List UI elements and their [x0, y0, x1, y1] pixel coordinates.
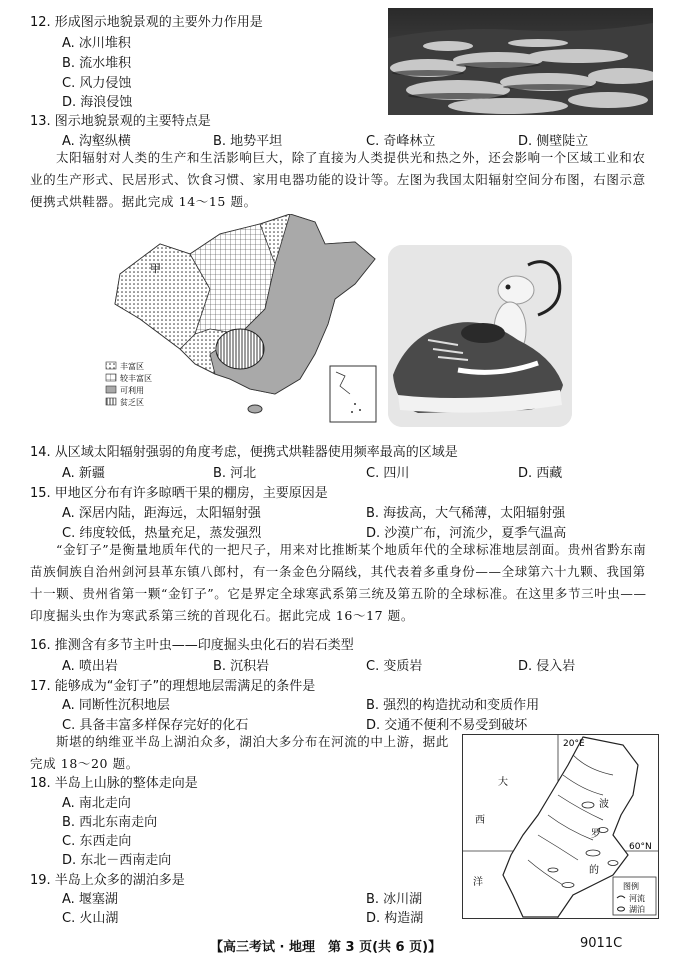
map-label-luo: 罗 — [591, 829, 601, 840]
q15-option-a: A. 深居内陆，距海远，太阳辐射强 — [62, 506, 261, 521]
passage-solar-radiation: 太阳辐射对人类的生产和生活影响巨大，除了直接为人类提供光和热之外，还会影响一个区域工业和农业的生产形式、民居形式、饮食习惯、家用电器功能的设计等。左图为我国太阳辐射空间分布图，右图示意便携式烘鞋器。据此完成 14～15 题。 — [30, 150, 646, 209]
q16-option-c: C. 变质岩 — [366, 659, 423, 674]
q15-option-c: C. 纬度较低，热量充足，蒸发强烈 — [62, 526, 262, 541]
q18-option-c: C. 东西走向 — [62, 834, 132, 849]
footer-page-title: 【高三考试 · 地理 第 3 页(共 6 页)】 — [210, 940, 442, 955]
map-label-de: 的 — [589, 865, 599, 876]
china-solar-map — [100, 214, 380, 426]
legend-river: 河流 — [629, 894, 645, 903]
question-13-stem: 13. 图示地貌景观的主要特点是 — [30, 114, 211, 129]
question-19-stem: 19. 半岛上众多的湖泊多是 — [30, 873, 185, 888]
q12-option-a: A. 冰川堆积 — [62, 36, 131, 51]
q14-option-b: B. 河北 — [213, 466, 257, 481]
q13-option-b: B. 地势平坦 — [213, 134, 283, 149]
shoe-dryer-photo — [388, 245, 572, 427]
question-15-stem: 15. 甲地区分布有许多晾晒干果的棚房，主要原因是 — [30, 486, 328, 501]
q19-option-a: A. 堰塞湖 — [62, 892, 118, 907]
q17-option-c: C. 具备丰富多样保存完好的化石 — [62, 718, 249, 733]
q17-option-d: D. 交通不便利不易受到破坏 — [366, 718, 528, 733]
latitude-label: 60°N — [629, 842, 652, 852]
q12-option-b: B. 流水堆积 — [62, 56, 132, 71]
map-label-yang: 洋 — [473, 877, 483, 888]
passage-golden-spike: “金钉子”是衡量地质年代的一把尺子，用来对比推断某个地质年代的全球标准地层剖面。贵州省黔东南苗族侗族自治州剑河县革东镇八郎村，有一条金色分隔线，其代表着多重身份——全球第六十九颗、我国第十一颗、贵州省第一颗“金钉子”。它是界定全球寒武系第三统及第五阶的全球标准。在这里多节三叶虫——印度掘头虫作为寒武系第三统的首现化石。据此完成 16～17 题。 — [30, 542, 647, 623]
legend-fairly-rich: 较丰富区 — [120, 374, 152, 383]
scandinavia-map — [462, 734, 659, 919]
q12-option-d: D. 海浪侵蚀 — [62, 95, 133, 110]
legend-poor: 贫乏区 — [120, 398, 144, 407]
q15-option-d: D. 沙漠广布，河流少，夏季气温高 — [366, 526, 567, 541]
landform-photo — [388, 8, 653, 115]
q14-option-c: C. 四川 — [366, 466, 410, 481]
legend-title: 图例 — [623, 882, 639, 891]
footer-code: 9011C — [580, 936, 623, 951]
q19-option-c: C. 火山湖 — [62, 911, 119, 926]
q16-option-a: A. 喷出岩 — [62, 659, 118, 674]
q16-option-d: D. 侵入岩 — [518, 659, 576, 674]
q18-option-b: B. 西北东南走向 — [62, 815, 158, 830]
q13-option-d: D. 侧壁陡立 — [518, 134, 589, 149]
legend-available: 可利用 — [120, 386, 144, 395]
legend-lake: 湖泊 — [629, 905, 645, 914]
question-18-stem: 18. 半岛上山脉的整体走向是 — [30, 776, 198, 791]
q13-option-a: A. 沟壑纵横 — [62, 134, 131, 149]
q14-option-a: A. 新疆 — [62, 466, 105, 481]
region-label-jia: 甲 — [150, 262, 161, 275]
map-label-bo: 波 — [599, 799, 609, 810]
q13-option-c: C. 奇峰林立 — [366, 134, 436, 149]
q19-option-d: D. 构造湖 — [366, 911, 424, 926]
q18-option-d: D. 东北－西南走向 — [62, 853, 172, 868]
question-16-stem: 16. 推测含有多节主叶虫——印度掘头虫化石的岩石类型 — [30, 638, 354, 653]
map-label-xi: 西 — [475, 815, 485, 826]
legend-rich: 丰富区 — [120, 362, 144, 371]
question-17-stem: 17. 能够成为“金钉子”的理想地层需满足的条件是 — [30, 679, 316, 694]
map-label-da: 大 — [498, 777, 508, 788]
q18-option-a: A. 南北走向 — [62, 796, 131, 811]
longitude-label: 20°E — [563, 739, 585, 749]
q19-option-b: B. 冰川湖 — [366, 892, 423, 907]
q14-option-d: D. 西藏 — [518, 466, 563, 481]
q12-option-c: C. 风力侵蚀 — [62, 76, 132, 91]
q17-option-b: B. 强烈的构造扰动和变质作用 — [366, 698, 540, 713]
q15-option-b: B. 海拔高，大气稀薄，太阳辐射强 — [366, 506, 566, 521]
question-12-stem: 12. 形成图示地貌景观的主要外力作用是 — [30, 15, 263, 30]
q16-option-b: B. 沉积岩 — [213, 659, 270, 674]
q17-option-a: A. 同断性沉积地层 — [62, 698, 170, 713]
passage-scandinavia: 斯堪的纳维亚半岛上湖泊众多，湖泊大多分布在河流的中上游，据此完成 18～20 题。 — [30, 734, 450, 771]
question-14-stem: 14. 从区域太阳辐射强弱的角度考虑，便携式烘鞋器使用频率最高的区域是 — [30, 445, 458, 460]
